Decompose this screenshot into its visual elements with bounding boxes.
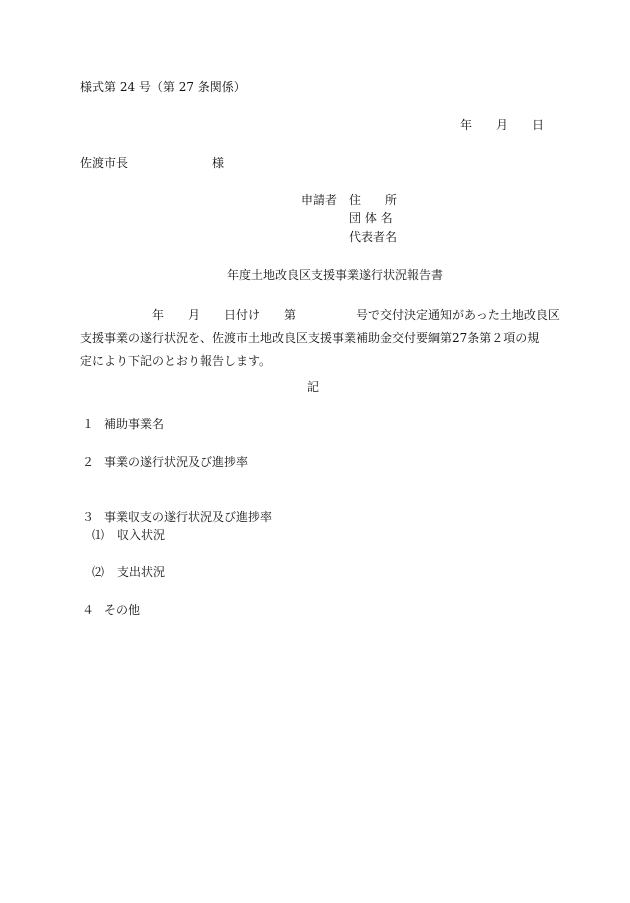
item-number: ２ — [82, 455, 95, 469]
item-label: その他 — [104, 603, 141, 617]
ki-heading: 記 — [307, 380, 320, 394]
organization-label: 団 体 名 — [349, 211, 393, 225]
representative-label: 代表者名 — [349, 230, 398, 244]
body-line: 年 月 日付け 第 号で交付決定通知があった土地改良区 — [80, 308, 560, 322]
item-number: ４ — [82, 603, 95, 617]
item-number: ３ — [82, 510, 95, 524]
document-title: 年度土地改良区支援事業遂行状況報告書 — [227, 268, 444, 282]
addressee: 佐渡市長 様 — [80, 156, 225, 170]
applicant-label: 申請者 — [301, 193, 338, 207]
address-label: 住 所 — [349, 193, 398, 207]
body-line: 支援事業の遂行状況を、佐渡市土地改良区支援事業補助金交付要綱第27条第２項の規 — [80, 331, 540, 345]
body-line: 定により下記のとおり報告します。 — [80, 354, 272, 368]
subitem-number: ⑵ — [92, 565, 105, 579]
body-paragraph — [80, 304, 560, 373]
date-line: 年 月 日 — [460, 118, 545, 132]
item-label: 事業収支の遂行状況及び進捗率 — [104, 510, 273, 524]
subitem-number: ⑴ — [92, 528, 105, 542]
subitem-label: 収入状況 — [117, 528, 166, 542]
item-label: 補助事業名 — [104, 417, 165, 431]
form-number: 様式第 24 号（第 27 条関係） — [80, 80, 246, 94]
subitem-label: 支出状況 — [117, 565, 166, 579]
item-label: 事業の遂行状況及び進捗率 — [104, 455, 249, 469]
item-number: １ — [82, 417, 95, 431]
